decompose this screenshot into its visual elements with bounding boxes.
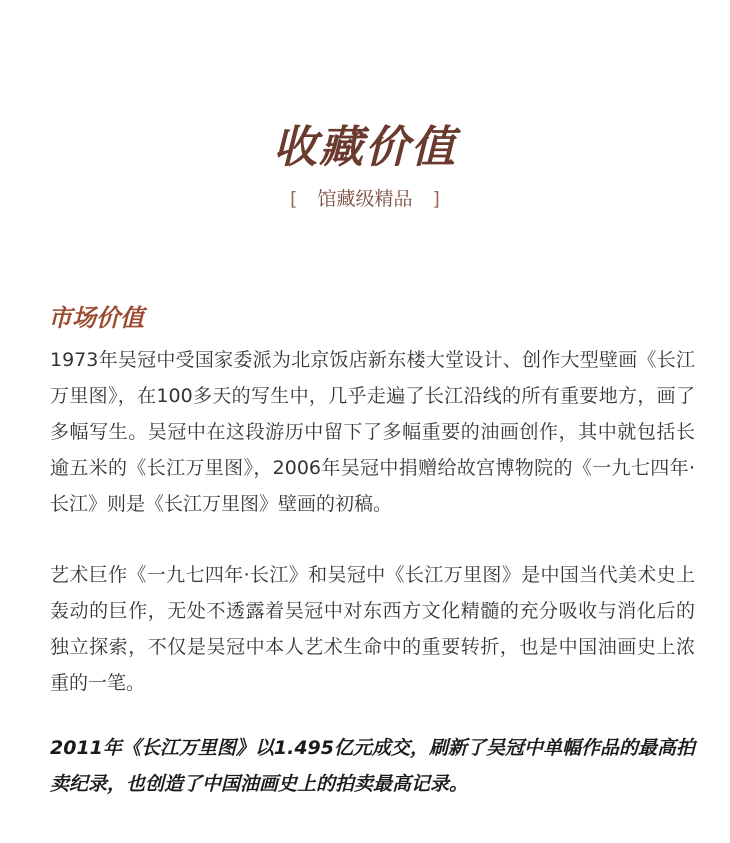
paragraph-significance: 艺术巨作《一九七四年·长江》和吴冠中《长江万里图》是中国当代美术史上轰动的巨作，无处不透露着吴冠中对东西方文化精髓的充分吸收与消化后的独立探索，不仅是吴冠中本人艺术生命中的重要转折，也是中国油画史上浓重的一笔。 [50, 564, 695, 694]
subtitle-open-bracket: [ [290, 188, 298, 210]
page-title: 收藏价值 [273, 122, 457, 173]
paragraph-auction-record: 2011年《长江万里图》以1.495亿元成交，刷新了吴冠中单幅作品的最高拍卖纪录，也创造了中国油画史上的拍卖最高记录。 [50, 737, 695, 795]
section-title: 市场价值 [48, 304, 144, 332]
page-subtitle [0, 184, 730, 214]
paragraph-history: 1973年吴冠中受国家委派为北京饭店新东楼大堂设计、创作大型壁画《长江万里图》，在100多天的写生中，几乎走遍了长江沿线的所有重要地方，画了多幅写生。吴冠中在这段游历中留下了多幅重要的油画创作，其中就包括长逾五米的《长江万里图》，2006年吴冠中捐赠给故宫博物院的《一九七四年·长江》则是《长江万里图》壁画的初稿。 [50, 349, 695, 515]
subtitle-text: 馆藏级精品 [317, 188, 413, 210]
subtitle-close-bracket: ] [432, 188, 440, 210]
